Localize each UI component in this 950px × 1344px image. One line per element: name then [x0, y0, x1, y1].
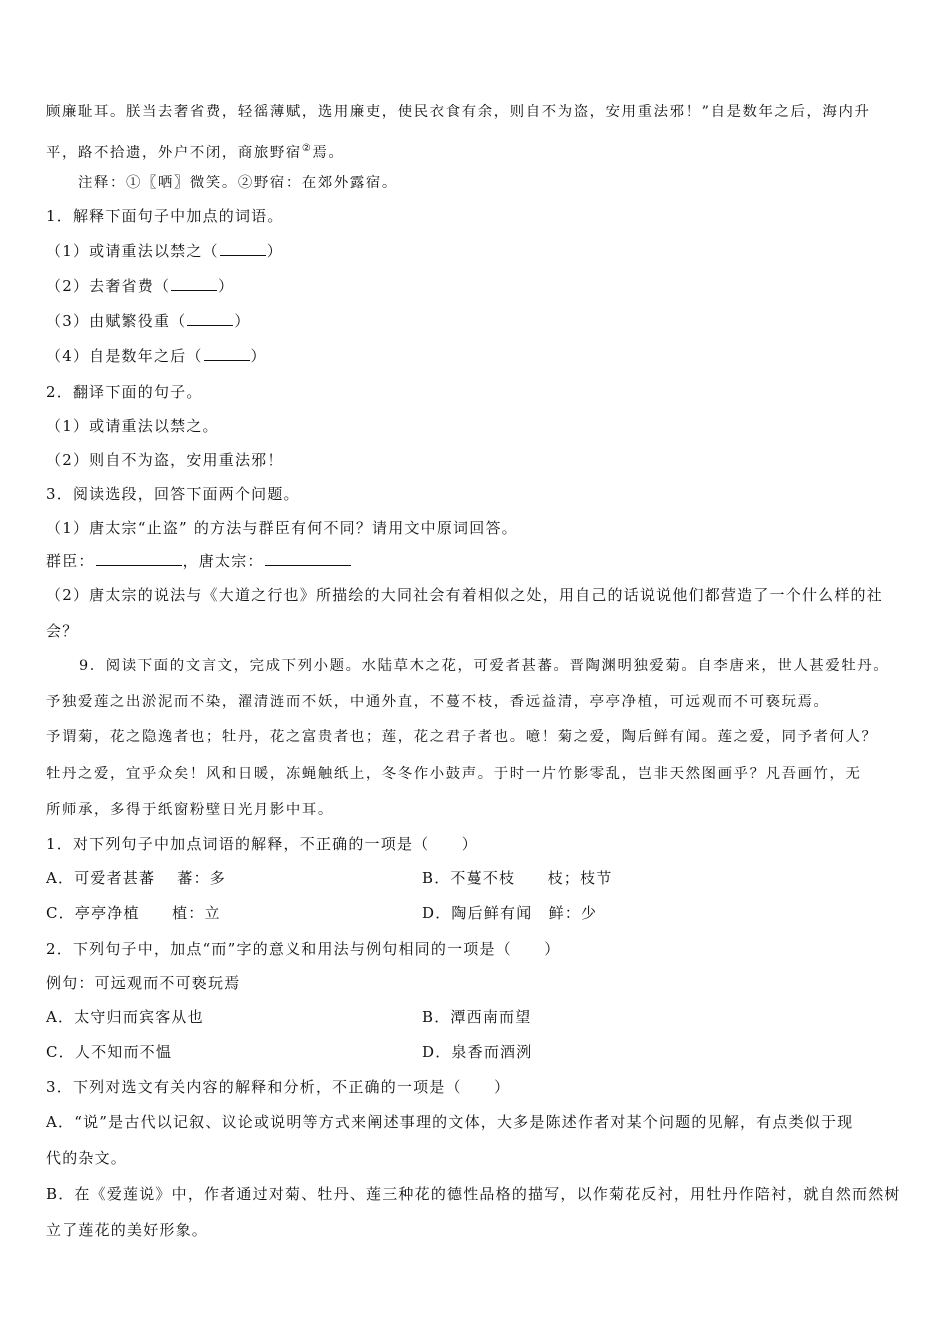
annotation-note: 注释：①〖哂〗微笑。②野宿：在郊外露宿。 [78, 175, 398, 191]
question-3-sub-1: （1）唐太宗“止盗” 的方法与群臣有何不同？请用文中原词回答。 [46, 519, 518, 537]
answer-blank[interactable] [220, 241, 266, 256]
question-2-title: 2．翻译下面的句子。 [46, 383, 203, 401]
question-1-item-4 [46, 346, 267, 366]
item-text: （1）或请重法以禁之（ [46, 242, 219, 260]
item-text: ） [250, 347, 267, 365]
answer-label: 群臣： [46, 552, 95, 570]
passage-line: 牡丹之爱，宜乎众矣！风和日暖，冻蝇触纸上，冬冬作小鼓声。于时一片竹影零乱，岂非天然图画乎？凡吾画竹，无 [46, 766, 862, 782]
passage-line: 所师承，多得于纸窗粉壁日光月影中耳。 [46, 802, 334, 818]
passage-text: 平，路不拾遗，外户不闭，商旅野宿 [46, 144, 302, 161]
choice-row [46, 868, 613, 888]
answer-blank[interactable] [171, 276, 217, 291]
question-1-item-3 [46, 311, 251, 331]
question-1-item-1 [46, 241, 283, 261]
footnote-marker: ② [301, 143, 313, 154]
question-2-item-1: （1）或请重法以禁之。 [46, 417, 219, 435]
item-text: ） [218, 277, 235, 295]
choice-b[interactable]: B．潭西南而望 [422, 1008, 532, 1026]
passage-line: 予独爱莲之出淤泥而不染，濯清涟而不妖，中通外直，不蔓不枝，香远益清，亭亭净植，可远观而不可亵玩焉。 [46, 694, 830, 710]
question-3-title: 3．阅读选段，回答下面两个问题。 [46, 485, 300, 503]
choice-b[interactable]: B．不蔓不枝 枝；枝节 [422, 869, 613, 887]
passage-line [46, 139, 344, 163]
choice-row [46, 903, 598, 923]
passage-line: 顾廉耻耳。朕当去奢省费，轻徭薄赋，选用廉吏，使民衣食有余，则自不为盗，安用重法邪！”自是数年之后，海内升 [46, 104, 871, 120]
item-text: （4）自是数年之后（ [46, 347, 203, 365]
answer-blank[interactable] [187, 311, 233, 326]
answer-label: ，唐太宗： [182, 552, 264, 570]
subquestion-3-title: 3．下列对选文有关内容的解释和分析，不正确的一项是（ ） [46, 1078, 511, 1096]
example-sentence: 例句：可远观而不可亵玩焉 [46, 974, 241, 992]
answer-blank[interactable] [204, 346, 250, 361]
question-3-sub-2: （2）唐太宗的说法与《大道之行也》所描绘的大同社会有着相似之处，用自己的话说说他们都营造了一个什么样的社 [46, 586, 883, 604]
choice-d[interactable]: D．泉香而酒洌 [422, 1043, 533, 1061]
passage-text: 焉。 [312, 144, 345, 161]
answer-blank[interactable] [265, 551, 351, 566]
question-1-title: 1．解释下面句子中加点的词语。 [46, 207, 284, 225]
choice-a[interactable]: A．可爱者甚蕃 蕃：多 [46, 869, 227, 887]
choice-a[interactable]: A．“说”是古代以记叙、议论或说明等方式来阐述事理的文体，大多是陈述作者对某个问题的见解，有点类似于现 [46, 1113, 854, 1131]
subquestion-2-title: 2．下列句子中，加点“而”字的意义和用法与例句相同的一项是（ ） [46, 940, 561, 958]
item-text: （3）由赋繁役重（ [46, 312, 187, 330]
item-text: ） [266, 242, 283, 260]
choice-b[interactable]: B．在《爱莲说》中，作者通过对菊、牡丹、莲三种花的德性品格的描写，以作菊花反衬，用牡丹作陪衬，就自然而然树 [46, 1185, 901, 1203]
item-text: （2）去奢省费（ [46, 277, 171, 295]
choice-b-cont: 立了莲花的美好形象。 [46, 1221, 209, 1239]
item-text: ） [234, 312, 251, 330]
question-3-sub-2-cont: 会？ [46, 622, 79, 640]
answer-blank[interactable] [96, 551, 182, 566]
choice-row [46, 1042, 533, 1062]
passage-line: 予谓菊，花之隐逸者也；牡丹，花之富贵者也；莲，花之君子者也。噫！菊之爱，陶后鲜有闻。莲之爱，同予者何人？ [46, 729, 878, 745]
question-3-answer-line [46, 551, 352, 571]
question-2-item-2: （2）则自不为盗，安用重法邪！ [46, 451, 284, 469]
choice-a[interactable]: A．太守归而宾客从也 [46, 1008, 204, 1026]
subquestion-1-title: 1．对下列句子中加点词语的解释，不正确的一项是（ ） [46, 835, 478, 853]
question-1-item-2 [46, 276, 234, 296]
choice-c[interactable]: C．亭亭净植 植：立 [46, 904, 221, 922]
choice-row [46, 1007, 532, 1027]
choice-d[interactable]: D．陶后鲜有闻 鲜：少 [422, 904, 598, 922]
choice-a-cont: 代的杂文。 [46, 1149, 128, 1167]
choice-c[interactable]: C．人不知而不愠 [46, 1043, 173, 1061]
question-9-intro: 9．阅读下面的文言文，完成下列小题。水陆草木之花，可爱者甚蕃。晋陶渊明独爱菊。自李唐来，世人甚爱牡丹。 [79, 658, 890, 674]
